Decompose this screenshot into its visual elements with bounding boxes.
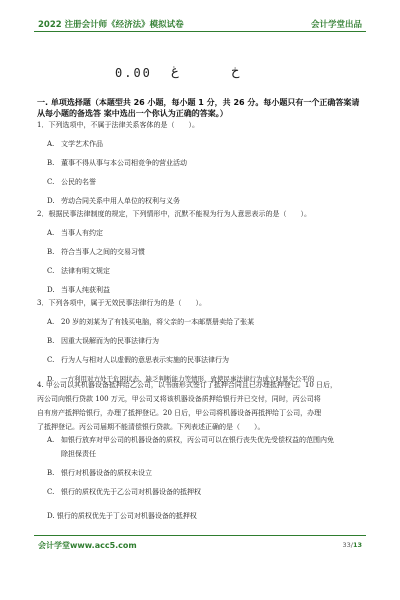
question-stem-line: 4. 甲公司以其机器设备抵押给乙公司，以书面形式签订了抵押合同且已办理抵押登记。10 日后， <box>37 381 338 389</box>
site-link[interactable]: 会计学堂www.acc5.com <box>38 541 137 550</box>
option-a[interactable] <box>47 228 367 238</box>
page-footer <box>0 535 400 575</box>
option-text: 公民的名誉 <box>61 178 96 186</box>
page-header <box>0 0 400 40</box>
option-letter: A. <box>47 436 55 444</box>
option-text: 银行的质权优先于乙公司对机器设备的抵押权 <box>61 488 201 496</box>
option-letter: A. <box>47 229 55 237</box>
option-text: 劳动合同关系中用人单位的权利与义务 <box>61 197 180 205</box>
wrong-mark-glyph: ﺥ <box>231 64 240 79</box>
option-text: 银行对机器设备的质权未设立 <box>61 469 152 477</box>
option-c[interactable] <box>47 177 367 187</box>
option-text: 当事人纯获利益 <box>61 286 110 294</box>
option-letter: C. <box>47 356 55 364</box>
section-heading: 一. 单项选择题（本题型共 26 小题，每小题 1 分，共 26 分。每小题只有一个正确答案请从每小题的备选答 案中选出一个你认为正确的答案。） <box>37 98 360 118</box>
option-text: 一方利用对方处于危困状态、缺乏判断能力等情形，致使民事法律行为成立时显失公平的 <box>61 375 315 383</box>
question-1 <box>37 120 367 206</box>
question-stem-line: 丙公司向银行贷款 100 万元，甲公司又将该机器设备质押给银行并已交付，同时，丙公司将 <box>37 395 321 403</box>
option-letter: D. <box>47 375 55 383</box>
option-letter: D. <box>47 197 55 205</box>
option-d[interactable] <box>47 511 367 521</box>
option-text: 董事不得从事与本公司相竞争的营业活动 <box>61 159 187 167</box>
option-letter: B. <box>47 337 55 345</box>
page-total: 13 <box>352 541 362 549</box>
option-letter: A. <box>47 318 55 326</box>
option-c[interactable] <box>47 487 367 497</box>
option-d[interactable] <box>47 285 367 295</box>
option-letter: B. <box>47 469 55 477</box>
exam-title: 2022 注册会计师《经济法》模拟试卷 <box>38 20 184 30</box>
option-text: 法律有明文规定 <box>61 267 110 275</box>
option-letter: C. <box>47 488 55 496</box>
page-number: 33/13 <box>342 541 362 549</box>
option-b[interactable] <box>47 468 367 478</box>
option-text: 因重大误解而为的民事法律行为 <box>61 337 159 345</box>
option-c[interactable] <box>47 355 367 365</box>
question-stem-line: 了抵押登记。丙公司届期不能清偿银行贷款。下列表述正确的是（ ）。 <box>37 423 265 431</box>
question-2 <box>37 209 367 295</box>
option-d[interactable] <box>47 196 367 206</box>
question-3 <box>37 298 367 384</box>
option-a[interactable] <box>47 317 367 327</box>
option-letter: B. <box>47 159 55 167</box>
option-letter: A. <box>47 140 55 148</box>
option-text: 符合当事人之间的交易习惯 <box>61 248 145 256</box>
footer-rule <box>34 535 366 536</box>
option-text: 行为人与相对人以虚假的意思表示实施的民事法律行为 <box>61 356 229 364</box>
question-stem: 3．下列各项中，属于无效民事法律行为的是（ ）。 <box>37 299 206 307</box>
option-a[interactable] <box>47 139 367 149</box>
option-text-cont: 除担保责任 <box>61 450 96 458</box>
option-text: 如银行放弃对甲公司的机器设备的质权，丙公司可以在银行丧失优先受偿权益的范围内免 <box>61 436 334 444</box>
page-current: 33 <box>342 541 351 549</box>
header-rule <box>34 31 366 32</box>
option-b[interactable] <box>47 336 367 346</box>
option-a[interactable] <box>47 435 367 459</box>
option-text: 当事人有约定 <box>61 229 103 237</box>
question-4 <box>37 380 367 521</box>
option-text: 20 岁的刘某为了有钱买电脑，将父亲的一本邮票册卖给了张某 <box>61 318 255 326</box>
option-letter: B. <box>47 248 55 256</box>
option-letter: C. <box>47 178 55 186</box>
option-text: D. 银行的质权优先于丁公司对机器设备的抵押权 <box>47 512 197 520</box>
option-letter: C. <box>47 267 55 275</box>
question-stem-line: 自有房产抵押给银行，办理了抵押登记。20 日后，甲公司将机器设备再抵押给丁公司，办理 <box>37 409 322 417</box>
score-bar <box>0 66 400 86</box>
brand-label: 会计学堂出品 <box>310 20 362 30</box>
option-b[interactable] <box>47 158 367 168</box>
option-text: 文学艺术作品 <box>61 140 103 148</box>
score-value: 0.00 <box>115 66 152 80</box>
option-letter: D. <box>47 286 55 294</box>
correct-mark-glyph: ﻍ <box>171 64 179 79</box>
option-b[interactable] <box>47 247 367 257</box>
question-stem: 1．下列选项中，不属于法律关系客体的是（ ）。 <box>37 121 199 129</box>
option-c[interactable] <box>47 266 367 276</box>
question-stem: 2．根据民事法律制度的规定，下列情形中，沉默不能视为行为人意思表示的是（ ）。 <box>37 210 311 218</box>
